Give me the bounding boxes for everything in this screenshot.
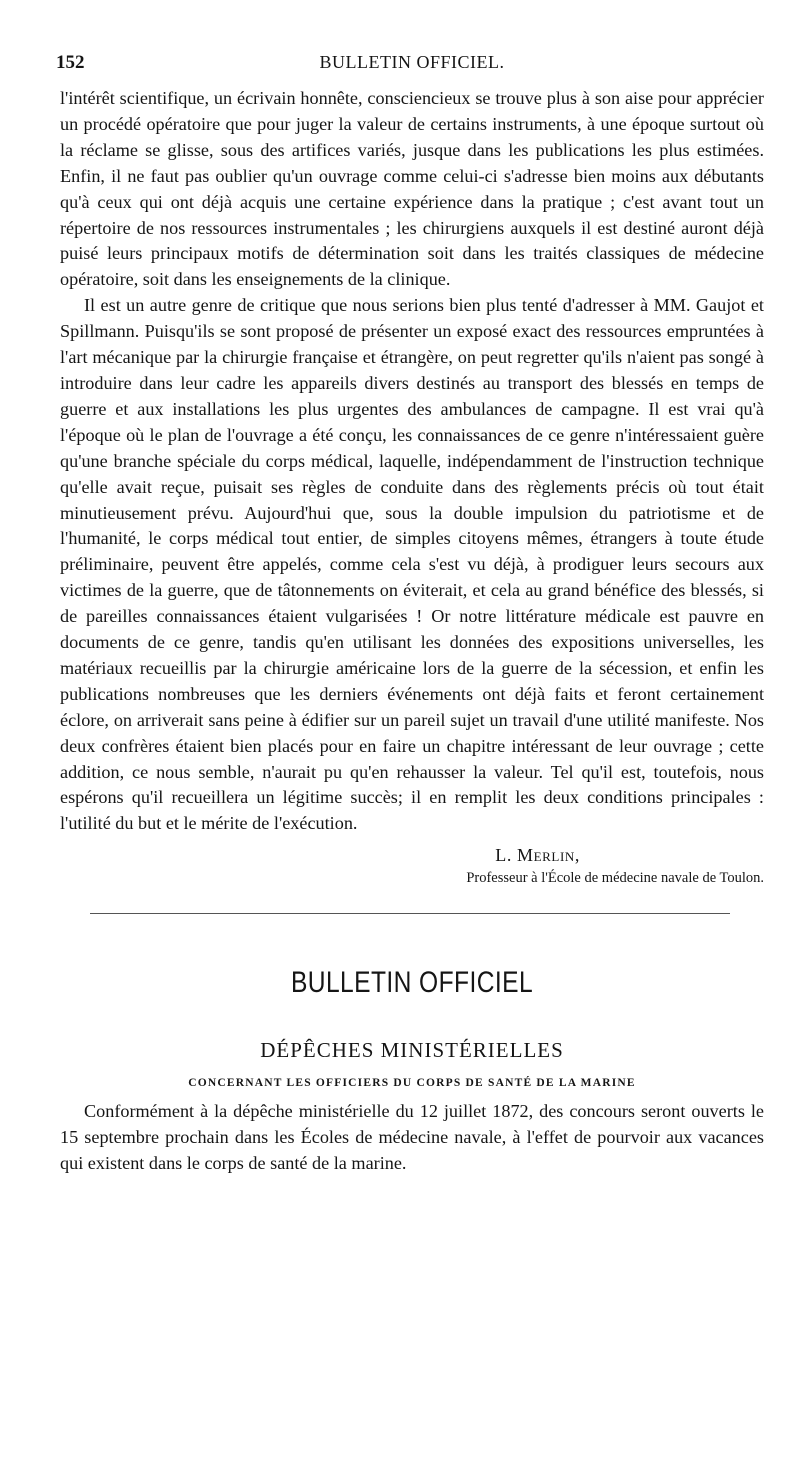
review-paragraph-2: Il est un autre genre de critique que nous serions bien plus tenté d'adresser à MM. Gaujot et Spillmann. Puisqu'ils se sont proposé de présenter un exposé exact des ressources empruntées à l'art mécanique par la chirurgie française et étrangère, on peut regretter qu'ils n'aient pas songé à introduire dans leur cadre les appareils divers destinés au transport des blessés en temps de guerre et aux installations les plus urgentes des ambulances de campagne. Il est vrai qu'à l'époque où le plan de l'ouvrage a été conçu, les connaissances de ce genre n'intéressaient guère qu'une branche spéciale du corps médical, laquelle, indépendamment de l'instruction technique qu'elle avait reçue, puisait ses règles de conduite dans des règlements précis où tout était minutieusement prévu. Aujourd'hui que, sous la double impulsion du patriotisme et de l'humanité, le corps médical tout entier, de simples citoyens mêmes, étrangers à toute étude préliminaire, peuvent être appelés, comme cela s'est vu déjà, à prodiguer leurs secours aux victimes de la guerre, que de tâtonnements on éviterait, et cela au grand bénéfice des blessés, si de pareilles connaissances étaient vulgarisées ! Or notre littérature médicale est pauvre en documents de ce genre, tandis qu'en utilisant les données des expositions universelles, les matériaux recueillis par la chirurgie américaine lors de la guerre de la sécession, et enfin les publications nombreuses que les derniers événements ont déjà faits et feront certainement éclore, on arriverait sans peine à édifier sur un pareil sujet un travail d'une utilité manifeste. Nos deux confrères étaient bien placés pour en faire un chapitre intéressant de leur ouvrage ; cette addition, ce nous semble, n'aurait pu qu'en rehausser la valeur. Tel qu'il est, toutefois, nous espérons qu'il recueillera un légitime succès; il en remplit les deux conditions principales : l'utilité du but et le mérite de l'exécution. <box>60 295 764 834</box>
section-divider <box>90 913 730 914</box>
document-page <box>56 52 764 1177</box>
author-affiliation: Professeur à l'École de médecine navale de Toulon. <box>466 870 764 887</box>
subsection-heading: CONCERNANT LES OFFICIERS DU CORPS DE SANTÉ DE LA MARINE <box>188 1077 636 1090</box>
running-title: BULLETIN OFFICIEL. <box>319 52 505 72</box>
page-number: 152 <box>56 52 85 73</box>
bulletin-title: BULLETIN OFFICIEL <box>290 966 534 1000</box>
author-name: L. Merlin, <box>495 845 580 866</box>
author-signature <box>60 845 764 866</box>
running-header <box>56 52 764 86</box>
review-paragraph-1: l'intérêt scientifique, un écrivain honnête, consciencieux se trouve plus à son aise pour apprécier un procédé opératoire que pour juger la valeur de certains instruments, à une époque surtout où la réclame se glisse, sous des artifices variés, jusque dans les publications les plus estimées. Enfin, il ne faut pas oublier qu'un ouvrage comme celui-ci s'adresse bien moins aux débutants qu'à ceux qui ont déjà acquis une certaine expérience dans la pratique ; c'est avant tout un répertoire de nos ressources instrumentales ; les chirurgiens auxquels il est destiné auront déjà puisé leurs principaux motifs de détermination soit dans les traités classiques de médecine opératoire, soit dans les enseignements de la clinique. <box>60 88 764 290</box>
section-heading: DÉPÊCHES MINISTÉRIELLES <box>260 1038 564 1063</box>
bulletin-paragraph: Conformément à la dépêche ministérielle du 12 juillet 1872, des concours seront ouverts le 15 septembre prochain dans les Écoles de médecine navale, à l'effet de pourvoir aux vacances qui existent dans le corps de santé de la marine. <box>60 1101 764 1174</box>
